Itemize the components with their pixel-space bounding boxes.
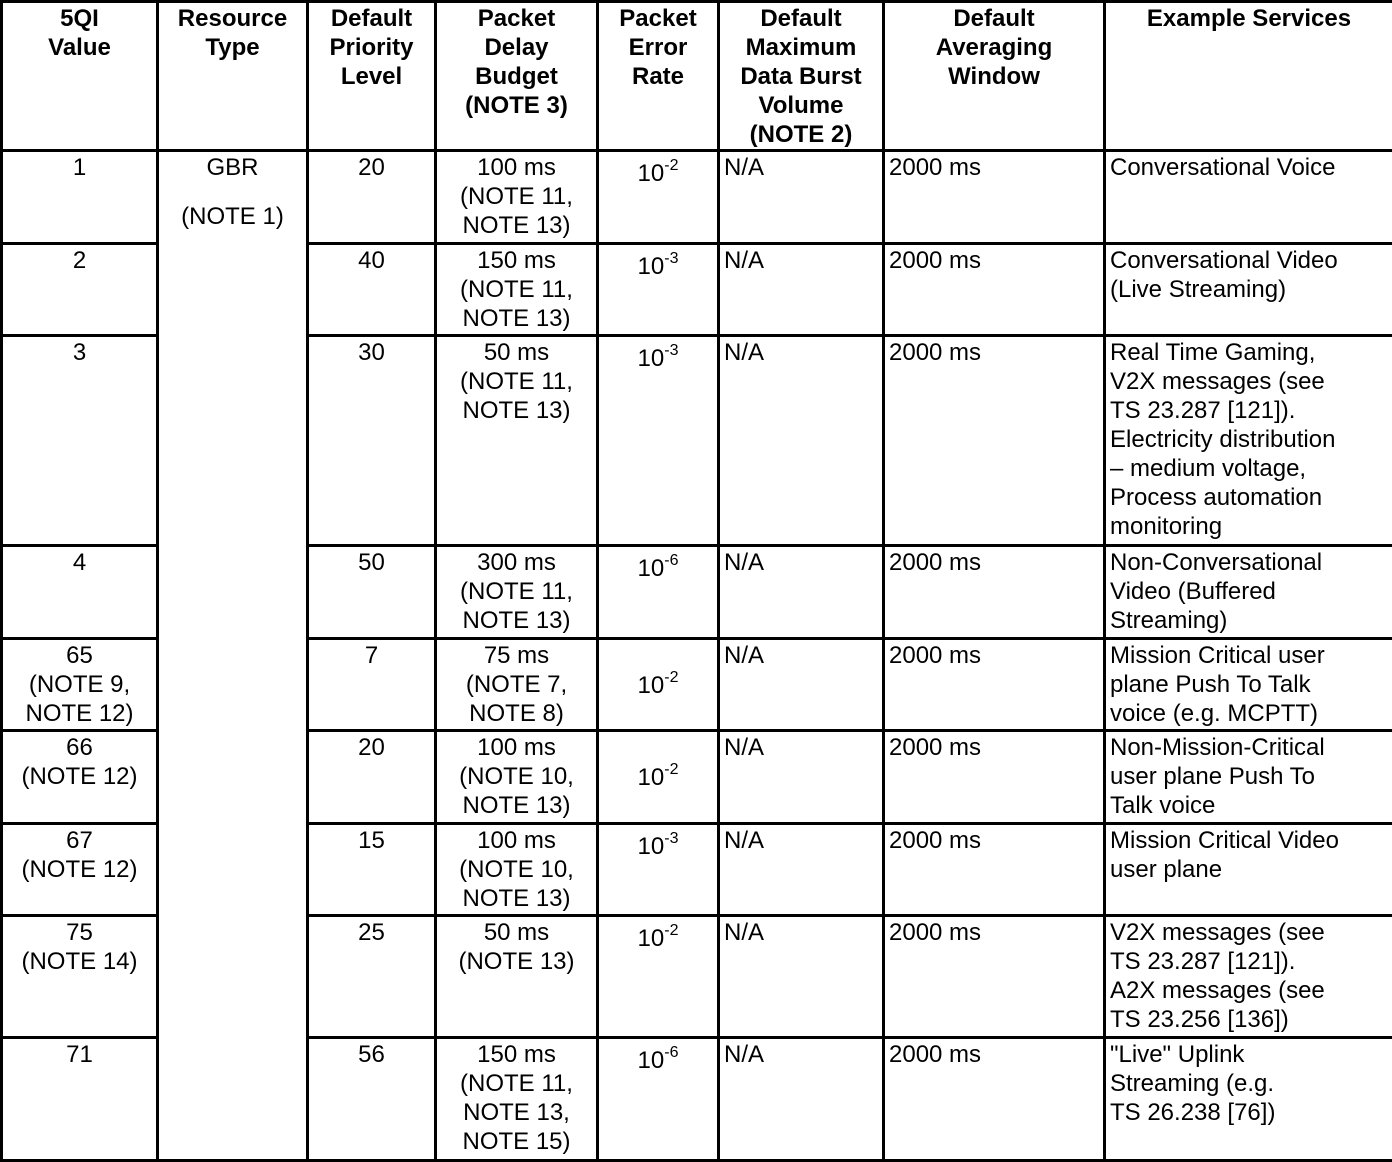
cell-example-services	[1105, 916, 1392, 1038]
header-text: Volume	[758, 92, 844, 119]
example-services-text: Non-Conversational	[1110, 549, 1323, 576]
cell-5qi-value	[2, 1038, 158, 1161]
packet-delay-budget-text: NOTE 13)	[462, 212, 571, 239]
averaging-window-text: 2000 ms	[889, 247, 982, 274]
cell-example-services	[1105, 546, 1392, 639]
max-data-burst-volume-text: N/A	[724, 642, 765, 669]
header-packet-delay-budget	[436, 2, 598, 151]
cell-packet-error-rate	[598, 151, 719, 244]
max-data-burst-volume-text: N/A	[724, 549, 765, 576]
example-services-text: Streaming)	[1110, 607, 1228, 634]
per-exponent: -3	[664, 830, 679, 847]
qi-value-text: 67	[66, 827, 93, 854]
packet-delay-budget-text: 50 ms	[483, 919, 550, 946]
priority-level-text: 30	[358, 339, 385, 366]
cell-priority-level	[308, 336, 436, 546]
max-data-burst-volume-text: N/A	[724, 919, 765, 946]
example-services-text: TS 23.287 [121]).	[1110, 397, 1296, 424]
cell-averaging-window	[884, 824, 1105, 916]
qi-value-text: 3	[72, 339, 87, 366]
max-data-burst-volume-text: N/A	[724, 247, 765, 274]
cell-averaging-window	[884, 546, 1105, 639]
per-exponent: -3	[664, 250, 679, 267]
averaging-window-text: 2000 ms	[889, 1041, 982, 1068]
per-base: 10	[637, 764, 665, 791]
packet-delay-budget-text: NOTE 13)	[462, 397, 571, 424]
header-text: 5QI	[60, 5, 99, 32]
packet-delay-budget-text: 100 ms	[477, 827, 556, 854]
cell-priority-level	[308, 1038, 436, 1161]
cell-packet-delay-budget	[436, 824, 598, 916]
header-text: Level	[340, 63, 403, 90]
cell-averaging-window	[884, 151, 1105, 244]
example-services-text: V2X messages (see	[1110, 368, 1325, 395]
cell-packet-error-rate	[598, 336, 719, 546]
cell-max-data-burst-volume	[719, 824, 884, 916]
packet-delay-budget-text: 100 ms	[477, 154, 556, 181]
averaging-window-text: 2000 ms	[889, 919, 982, 946]
max-data-burst-volume-text: N/A	[724, 1041, 765, 1068]
header-text: Default	[760, 5, 842, 32]
cell-priority-level	[308, 151, 436, 244]
packet-delay-budget-text: NOTE 13)	[462, 885, 571, 912]
priority-level-text: 25	[358, 919, 385, 946]
packet-error-rate-value	[638, 159, 679, 188]
averaging-window-text: 2000 ms	[889, 642, 982, 669]
header-text: Packet	[477, 5, 556, 32]
packet-error-rate-value	[638, 924, 679, 953]
cell-packet-delay-budget	[436, 244, 598, 336]
qi-value-text: (NOTE 14)	[21, 948, 138, 975]
example-services-text: Conversational Voice	[1110, 154, 1336, 181]
header-text: Delay	[484, 34, 549, 61]
packet-delay-budget-text: NOTE 13,	[463, 1099, 570, 1126]
cell-5qi-value	[2, 916, 158, 1038]
resource-type-note: (NOTE 1)	[181, 203, 284, 230]
cell-max-data-burst-volume	[719, 639, 884, 731]
cell-5qi-value	[2, 639, 158, 731]
cell-max-data-burst-volume	[719, 731, 884, 824]
priority-level-text: 7	[364, 642, 379, 669]
example-services-text: Video (Buffered	[1110, 578, 1276, 605]
per-exponent: -2	[664, 922, 679, 939]
per-exponent: -2	[664, 668, 679, 686]
max-data-burst-volume-text: N/A	[724, 339, 765, 366]
example-services-text: Mission Critical user	[1110, 642, 1325, 669]
cell-example-services	[1105, 151, 1392, 244]
example-services-text: "Live" Uplink	[1110, 1041, 1245, 1068]
priority-level-text: 20	[358, 154, 385, 181]
example-services-text: Conversational Video	[1110, 247, 1338, 274]
cell-packet-error-rate	[598, 731, 719, 824]
table-row	[2, 151, 1392, 244]
priority-level-text: 50	[358, 549, 385, 576]
per-base: 10	[637, 671, 665, 699]
header-text: Maximum	[745, 34, 857, 61]
cell-averaging-window	[884, 639, 1105, 731]
averaging-window-text: 2000 ms	[889, 734, 982, 761]
header-text: Averaging	[935, 34, 1053, 61]
header-text: Type	[205, 34, 260, 61]
cell-example-services	[1105, 1038, 1392, 1161]
cell-priority-level	[308, 824, 436, 916]
max-data-burst-volume-text: N/A	[724, 827, 765, 854]
qi-value-text: NOTE 12)	[25, 700, 134, 727]
per-base: 10	[637, 925, 665, 952]
cell-example-services	[1105, 244, 1392, 336]
max-data-burst-volume-text: N/A	[724, 734, 765, 761]
example-services-text: Streaming (e.g.	[1110, 1070, 1275, 1097]
resource-type-label: GBR	[206, 154, 259, 181]
header-text: Data Burst	[740, 63, 862, 90]
cell-priority-level	[308, 731, 436, 824]
qi-value-text: 1	[72, 154, 87, 181]
averaging-window-text: 2000 ms	[889, 339, 982, 366]
packet-delay-budget-text: (NOTE 11,	[460, 578, 573, 605]
cell-averaging-window	[884, 1038, 1105, 1161]
cell-averaging-window	[884, 916, 1105, 1038]
example-services-text: Electricity distribution	[1110, 426, 1336, 453]
max-data-burst-volume-text: N/A	[724, 154, 765, 181]
cell-example-services	[1105, 731, 1392, 824]
per-base: 10	[637, 1047, 665, 1074]
packet-delay-budget-text: 150 ms	[477, 247, 556, 274]
packet-error-rate-value	[638, 554, 679, 583]
example-services-text: V2X messages (see	[1110, 919, 1325, 946]
packet-delay-budget-text: (NOTE 11,	[460, 368, 573, 395]
packet-error-rate-value	[638, 1046, 679, 1075]
header-text: Resource	[177, 5, 288, 32]
packet-delay-budget-text: 75 ms	[483, 642, 550, 669]
example-services-text: Mission Critical Video	[1110, 827, 1339, 854]
packet-delay-budget-text: NOTE 13)	[462, 607, 571, 634]
cell-packet-error-rate	[598, 546, 719, 639]
example-services-text: Real Time Gaming,	[1110, 339, 1316, 366]
cell-packet-error-rate	[598, 1038, 719, 1161]
cell-max-data-burst-volume	[719, 916, 884, 1038]
header-5qi-value	[2, 2, 158, 151]
packet-delay-budget-text: (NOTE 10,	[459, 856, 574, 883]
packet-delay-budget-text: NOTE 8)	[469, 700, 564, 727]
cell-5qi-value	[2, 731, 158, 824]
header-text: (NOTE 2)	[749, 121, 853, 148]
packet-delay-budget-text: (NOTE 11,	[460, 183, 573, 210]
header-text: Default	[330, 5, 413, 32]
example-services-text: – medium voltage,	[1110, 455, 1307, 482]
table-body	[2, 151, 1392, 1161]
per-base: 10	[637, 555, 665, 582]
cell-packet-delay-budget	[436, 546, 598, 639]
priority-level-text: 56	[358, 1041, 385, 1068]
packet-delay-budget-text: 100 ms	[477, 734, 556, 761]
qi-value-text: (NOTE 9,	[28, 671, 131, 698]
cell-packet-error-rate	[598, 824, 719, 916]
averaging-window-text: 2000 ms	[889, 549, 982, 576]
cell-packet-error-rate	[598, 639, 719, 731]
qi-value-text: 75	[66, 919, 93, 946]
priority-level-text: 15	[358, 827, 385, 854]
qi-value-text: 65	[66, 642, 93, 669]
cell-example-services	[1105, 639, 1392, 731]
per-base: 10	[637, 253, 665, 280]
header-row	[2, 2, 1392, 151]
example-services-text: user plane	[1110, 856, 1223, 883]
example-services-text: monitoring	[1110, 513, 1223, 540]
header-example-services	[1105, 2, 1392, 151]
averaging-window-text: 2000 ms	[889, 154, 982, 181]
packet-delay-budget-text: (NOTE 13)	[458, 948, 575, 975]
example-services-text: (Live Streaming)	[1110, 276, 1287, 303]
per-exponent: -6	[664, 552, 679, 569]
header-text: Error	[628, 34, 688, 61]
qi-value-text: 66	[66, 734, 93, 761]
cell-priority-level	[308, 546, 436, 639]
packet-delay-budget-text: 300 ms	[477, 549, 556, 576]
header-resource-type	[158, 2, 308, 151]
per-exponent: -2	[664, 157, 679, 174]
header-text: Example Services	[1146, 5, 1352, 32]
cell-5qi-value	[2, 244, 158, 336]
cell-example-services	[1105, 336, 1392, 546]
cell-averaging-window	[884, 731, 1105, 824]
qi-value-text: 71	[66, 1041, 93, 1068]
per-exponent: -2	[664, 761, 679, 778]
packet-delay-budget-text: NOTE 13)	[462, 305, 571, 332]
example-services-text: TS 23.287 [121]).	[1110, 948, 1296, 975]
cell-averaging-window	[884, 244, 1105, 336]
packet-delay-budget-text: 50 ms	[483, 339, 550, 366]
example-services-text: TS 26.238 [76])	[1110, 1099, 1276, 1126]
cell-packet-delay-budget	[436, 916, 598, 1038]
per-base: 10	[637, 160, 665, 187]
per-base: 10	[637, 345, 665, 372]
example-services-text: plane Push To Talk	[1110, 671, 1311, 698]
example-services-text: Process automation	[1110, 484, 1323, 511]
header-text: Default	[953, 5, 1035, 32]
cell-5qi-value	[2, 546, 158, 639]
packet-delay-budget-text: (NOTE 10,	[459, 763, 574, 790]
cell-averaging-window	[884, 336, 1105, 546]
example-services-text: A2X messages (see	[1110, 977, 1325, 1004]
qi-value-text: (NOTE 12)	[21, 856, 138, 883]
qi-value-text: (NOTE 12)	[21, 763, 138, 790]
header-packet-error-rate	[598, 2, 719, 151]
cell-5qi-value	[2, 336, 158, 546]
packet-delay-budget-text: (NOTE 7,	[465, 671, 568, 698]
cell-priority-level	[308, 244, 436, 336]
cell-max-data-burst-volume	[719, 244, 884, 336]
header-text: Window	[948, 63, 1040, 90]
cell-packet-delay-budget	[436, 731, 598, 824]
packet-delay-budget-text: NOTE 15)	[462, 1128, 571, 1155]
example-services-text: Non-Mission-Critical	[1110, 734, 1325, 761]
cell-packet-delay-budget	[436, 639, 598, 731]
per-exponent: -6	[664, 1044, 679, 1061]
packet-error-rate-value	[638, 344, 679, 373]
cell-max-data-burst-volume	[719, 546, 884, 639]
packet-delay-budget-text: (NOTE 11,	[460, 276, 573, 303]
packet-delay-budget-text: NOTE 13)	[462, 792, 571, 819]
header-text: Packet	[619, 5, 697, 32]
cell-priority-level	[308, 916, 436, 1038]
header-priority-level	[308, 2, 436, 151]
example-services-text: voice (e.g. MCPTT)	[1110, 700, 1319, 727]
header-max-data-burst-volume	[719, 2, 884, 151]
cell-packet-delay-budget	[436, 151, 598, 244]
cell-packet-delay-budget	[436, 1038, 598, 1161]
qi-value-text: 4	[72, 549, 87, 576]
priority-level-text: 40	[358, 247, 385, 274]
header-text: (NOTE 3)	[465, 92, 568, 119]
cell-priority-level	[308, 639, 436, 731]
header-text: Budget	[475, 63, 558, 90]
packet-delay-budget-text: (NOTE 11,	[460, 1070, 573, 1097]
per-exponent: -3	[664, 342, 679, 359]
priority-level-text: 20	[358, 734, 385, 761]
header-averaging-window	[884, 2, 1105, 151]
cell-max-data-burst-volume	[719, 336, 884, 546]
cell-resource-type	[158, 151, 308, 1161]
per-base: 10	[637, 833, 665, 860]
cell-packet-error-rate	[598, 244, 719, 336]
cell-max-data-burst-volume	[719, 1038, 884, 1161]
packet-error-rate-value	[638, 252, 679, 281]
packet-error-rate-value	[638, 763, 679, 792]
example-services-text: TS 23.256 [136])	[1110, 1006, 1289, 1033]
cell-max-data-burst-volume	[719, 151, 884, 244]
example-services-text: Talk voice	[1110, 792, 1216, 819]
example-services-text: user plane Push To	[1110, 763, 1316, 790]
cell-5qi-value	[2, 824, 158, 916]
cell-example-services	[1105, 824, 1392, 916]
packet-error-rate-value	[638, 832, 679, 861]
cell-packet-error-rate	[598, 916, 719, 1038]
header-text: Priority	[329, 34, 414, 61]
header-text: Value	[48, 34, 111, 61]
packet-delay-budget-text: 150 ms	[477, 1041, 556, 1068]
qi-value-text: 2	[72, 247, 87, 274]
cell-packet-delay-budget	[436, 336, 598, 546]
packet-error-rate-value	[637, 668, 679, 700]
cell-5qi-value	[2, 151, 158, 244]
averaging-window-text: 2000 ms	[889, 827, 982, 854]
header-text: Rate	[631, 63, 685, 90]
